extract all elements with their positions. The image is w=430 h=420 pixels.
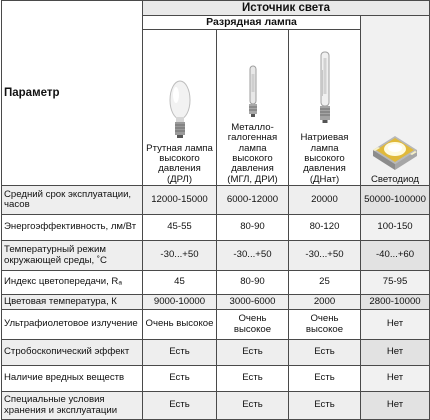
param-value: 6000-12000 bbox=[217, 186, 289, 215]
table-row bbox=[2, 340, 430, 366]
lamp-name-led: Светодиод bbox=[371, 173, 420, 185]
param-value: 80-120 bbox=[289, 215, 361, 241]
discharge-lamp-group-header: Разрядная лампа bbox=[143, 16, 361, 30]
param-value: 80-90 bbox=[217, 271, 289, 295]
param-name: Цветовая температура, К bbox=[2, 295, 143, 310]
param-value: Нет bbox=[361, 310, 430, 340]
param-value: Есть bbox=[143, 366, 217, 392]
param-value: Есть bbox=[217, 366, 289, 392]
param-name: Энергоэффективность, лм/Вт bbox=[2, 215, 143, 241]
param-value: -30...+50 bbox=[143, 241, 217, 271]
lamp-header-metal-halide bbox=[217, 30, 289, 186]
led-chip-icon bbox=[369, 128, 421, 172]
param-value: 50000-100000 bbox=[361, 186, 430, 215]
param-value: Есть bbox=[289, 366, 361, 392]
source-header: Источник света bbox=[143, 1, 430, 16]
param-value: 45-55 bbox=[143, 215, 217, 241]
param-value: Есть bbox=[289, 340, 361, 366]
light-source-comparison-table bbox=[1, 0, 430, 420]
param-value: 100-150 bbox=[361, 215, 430, 241]
parameter-rows bbox=[2, 186, 430, 420]
table-row bbox=[2, 271, 430, 295]
param-value: 2800-10000 bbox=[361, 295, 430, 310]
table-row bbox=[2, 295, 430, 310]
param-value: Нет bbox=[361, 366, 430, 392]
param-value: 75-95 bbox=[361, 271, 430, 295]
lamp-header-sodium bbox=[289, 30, 361, 186]
lamp-name-sodium: Натриевая лампа высокого давления (ДНат) bbox=[300, 132, 349, 185]
table-row bbox=[2, 392, 430, 420]
param-value: Есть bbox=[289, 392, 361, 420]
param-value: Есть bbox=[217, 392, 289, 420]
param-value: 12000-15000 bbox=[143, 186, 217, 215]
sodium-lamp-icon bbox=[314, 50, 336, 130]
param-value: Очень высокое bbox=[143, 310, 217, 340]
param-value: 45 bbox=[143, 271, 217, 295]
param-value: 25 bbox=[289, 271, 361, 295]
table-row bbox=[2, 186, 430, 215]
param-column-header: Параметр bbox=[2, 1, 143, 186]
lamp-name-metal-halide: Металло-галогенная лампа высокого давления (МГЛ, ДРИ) bbox=[227, 121, 278, 185]
param-value: Есть bbox=[143, 340, 217, 366]
table-row bbox=[2, 215, 430, 241]
param-value: Есть bbox=[143, 392, 217, 420]
param-name: Стробоскопический эффект bbox=[2, 340, 143, 366]
param-value: Очень высокое bbox=[289, 310, 361, 340]
param-value: Очень высокое bbox=[217, 310, 289, 340]
lamp-header-led bbox=[361, 16, 430, 186]
param-value: 3000-6000 bbox=[217, 295, 289, 310]
param-name: Индекс цветопередачи, Rₐ bbox=[2, 271, 143, 295]
param-value: 2000 bbox=[289, 295, 361, 310]
param-name: Ультрафиолетовое излучение bbox=[2, 310, 143, 340]
mercury-lamp-icon bbox=[166, 79, 194, 141]
param-value: 20000 bbox=[289, 186, 361, 215]
param-value: 80-90 bbox=[217, 215, 289, 241]
param-value: -30...+50 bbox=[217, 241, 289, 271]
param-name: Специальные условия хранения и эксплуатации bbox=[2, 392, 143, 420]
metal-halide-lamp-icon bbox=[243, 64, 263, 120]
param-value: Нет bbox=[361, 340, 430, 366]
param-name: Наличие вредных веществ bbox=[2, 366, 143, 392]
param-value: Есть bbox=[217, 340, 289, 366]
table-row bbox=[2, 241, 430, 271]
param-name: Средний срок эксплуатации, часов bbox=[2, 186, 143, 215]
lamp-name-mercury: Ртутная лампа высокого давления (ДРЛ) bbox=[146, 142, 213, 185]
param-value: -30...+50 bbox=[289, 241, 361, 271]
table-row bbox=[2, 310, 430, 340]
param-value: -40...+60 bbox=[361, 241, 430, 271]
param-value: Нет bbox=[361, 392, 430, 420]
param-value: 9000-10000 bbox=[143, 295, 217, 310]
param-name: Температурный режим окружающей среды, ˚С bbox=[2, 241, 143, 271]
table-row bbox=[2, 366, 430, 392]
lamp-header-mercury bbox=[143, 30, 217, 186]
